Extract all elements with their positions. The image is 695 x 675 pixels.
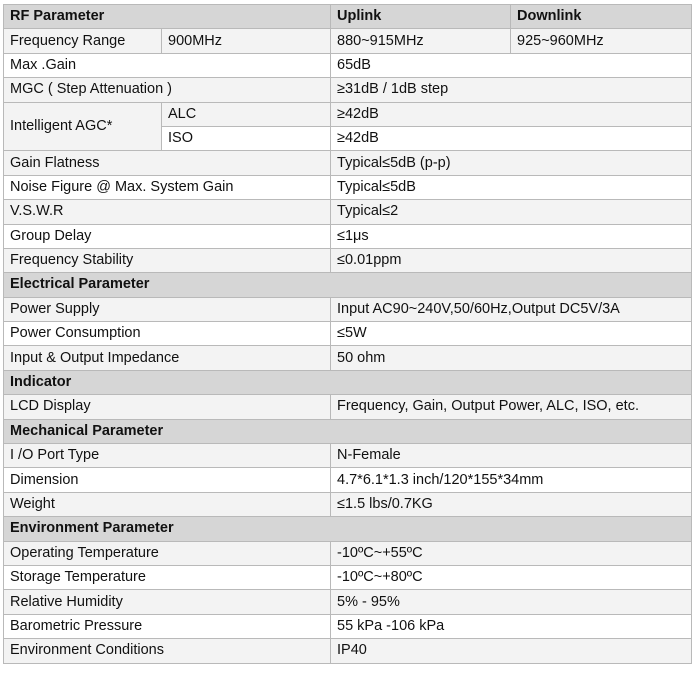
table-row xyxy=(4,444,692,468)
row-label: Max .Gain xyxy=(4,53,331,77)
row-value: 5% - 95% xyxy=(331,590,692,614)
row-label: Group Delay xyxy=(4,224,331,248)
table-row xyxy=(4,614,692,638)
row-label: Input & Output Impedance xyxy=(4,346,331,370)
mechanical-title: Mechanical Parameter xyxy=(4,419,692,443)
table-row xyxy=(4,29,692,53)
row-value: Input AC90~240V,50/60Hz,Output DC5V/3A xyxy=(331,297,692,321)
row-value: -10ºC~+55ºC xyxy=(331,541,692,565)
uplink-header: Uplink xyxy=(331,5,511,29)
row-value: IP40 xyxy=(331,639,692,663)
electrical-title: Electrical Parameter xyxy=(4,273,692,297)
row-value: ≤0.01ppm xyxy=(331,248,692,272)
table-row xyxy=(4,639,692,663)
row-label: Gain Flatness xyxy=(4,151,331,175)
row-value: Frequency, Gain, Output Power, ALC, ISO, etc. xyxy=(331,395,692,419)
band-value: 900MHz xyxy=(162,29,331,53)
table-row xyxy=(4,53,692,77)
table-row xyxy=(4,78,692,102)
row-value: 55 kPa -106 kPa xyxy=(331,614,692,638)
downlink-header: Downlink xyxy=(511,5,692,29)
row-value: ≥31dB / 1dB step xyxy=(331,78,692,102)
row-label: Storage Temperature xyxy=(4,565,331,589)
iso-label: ISO xyxy=(162,126,331,150)
table-row xyxy=(4,565,692,589)
row-value: Typical≤5dB (p-p) xyxy=(331,151,692,175)
table-row xyxy=(4,492,692,516)
row-label: LCD Display xyxy=(4,395,331,419)
row-label: I /O Port Type xyxy=(4,444,331,468)
row-value: 50 ohm xyxy=(331,346,692,370)
environment-title: Environment Parameter xyxy=(4,517,692,541)
row-value: ≤1.5 lbs/0.7KG xyxy=(331,492,692,516)
table-row xyxy=(4,395,692,419)
alc-label: ALC xyxy=(162,102,331,126)
table-row xyxy=(4,248,692,272)
downlink-value: 925~960MHz xyxy=(511,29,692,53)
table-row xyxy=(4,297,692,321)
row-value: Typical≤5dB xyxy=(331,175,692,199)
row-label: Intelligent AGC* xyxy=(4,102,162,151)
row-label: MGC ( Step Attenuation ) xyxy=(4,78,331,102)
row-value: ≤5W xyxy=(331,322,692,346)
row-label: Dimension xyxy=(4,468,331,492)
row-label: Power Consumption xyxy=(4,322,331,346)
section-header-environment xyxy=(4,517,692,541)
row-label: Frequency Range xyxy=(4,29,162,53)
row-label: Barometric Pressure xyxy=(4,614,331,638)
section-header-indicator xyxy=(4,370,692,394)
row-label: Weight xyxy=(4,492,331,516)
row-label: Frequency Stability xyxy=(4,248,331,272)
table-row xyxy=(4,224,692,248)
row-label: Operating Temperature xyxy=(4,541,331,565)
row-value: ≤1μs xyxy=(331,224,692,248)
row-label: Noise Figure @ Max. System Gain xyxy=(4,175,331,199)
table-row xyxy=(4,590,692,614)
row-value: N-Female xyxy=(331,444,692,468)
table-row xyxy=(4,322,692,346)
row-value: -10ºC~+80ºC xyxy=(331,565,692,589)
table-row xyxy=(4,541,692,565)
section-header-electrical xyxy=(4,273,692,297)
spec-table xyxy=(3,4,692,664)
table-row xyxy=(4,468,692,492)
table-row xyxy=(4,200,692,224)
row-label: Power Supply xyxy=(4,297,331,321)
table-row xyxy=(4,102,692,126)
uplink-value: 880~915MHz xyxy=(331,29,511,53)
row-label: V.S.W.R xyxy=(4,200,331,224)
table-row xyxy=(4,151,692,175)
table-row xyxy=(4,175,692,199)
row-label: Environment Conditions xyxy=(4,639,331,663)
row-value: 4.7*6.1*1.3 inch/120*155*34mm xyxy=(331,468,692,492)
section-header-mechanical xyxy=(4,419,692,443)
section-header-rf xyxy=(4,5,692,29)
rf-title: RF Parameter xyxy=(4,5,331,29)
row-label: Relative Humidity xyxy=(4,590,331,614)
iso-value: ≥42dB xyxy=(331,126,692,150)
indicator-title: Indicator xyxy=(4,370,692,394)
table-row xyxy=(4,346,692,370)
alc-value: ≥42dB xyxy=(331,102,692,126)
row-value: Typical≤2 xyxy=(331,200,692,224)
row-value: 65dB xyxy=(331,53,692,77)
